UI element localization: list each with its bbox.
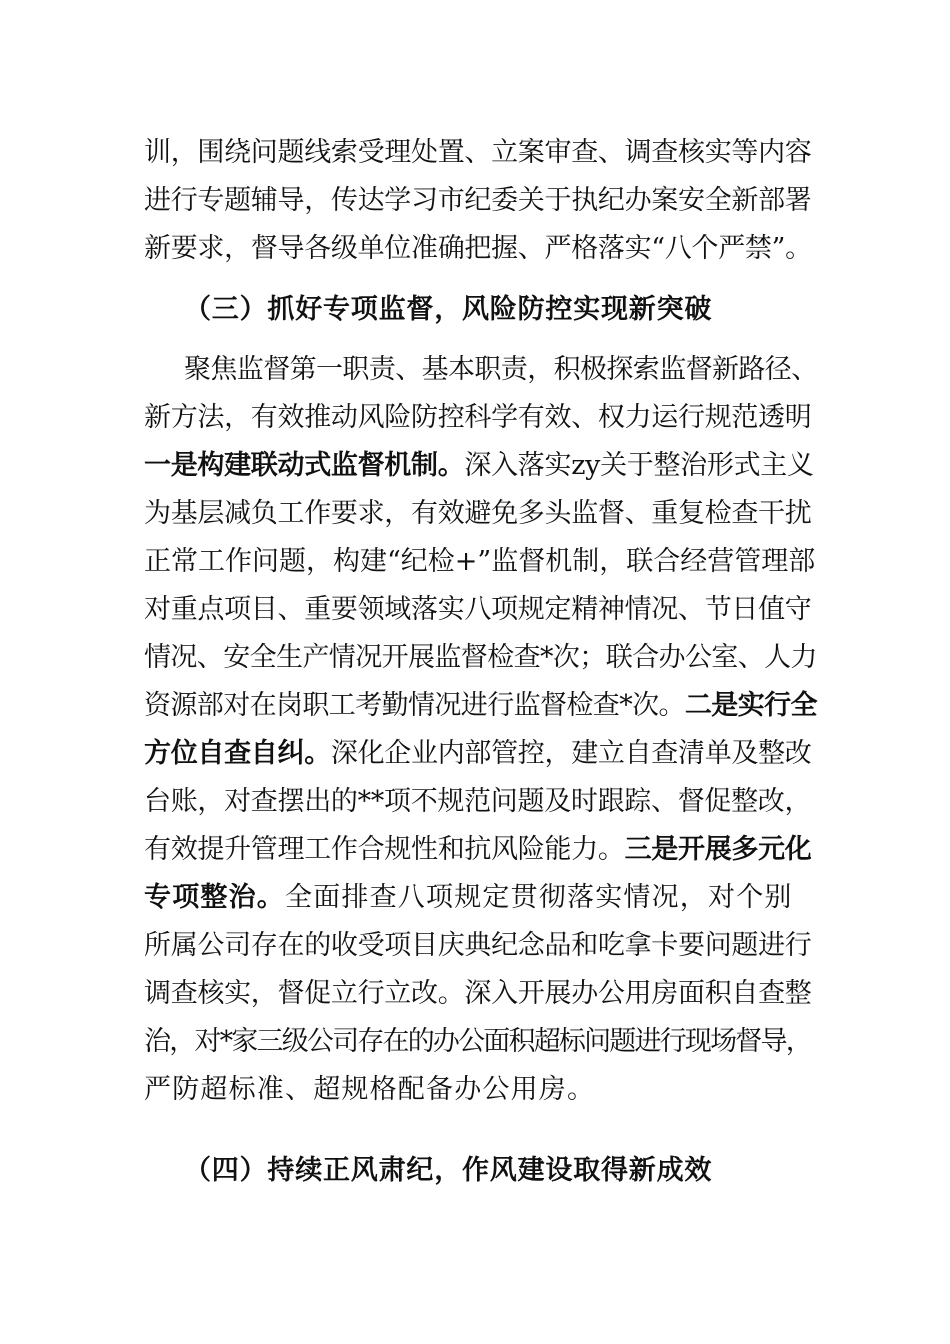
text-segment: 深化企业内部管控，建立自查清单及整改 xyxy=(330,738,812,769)
paragraph-line xyxy=(144,926,812,966)
text-segment: 新要求，督导各级单位准确把握、严格落实“八个严禁”。 xyxy=(144,233,812,264)
text-segment: 所属公司存在的收受项目庆典纪念品和吃拿卡要问题进行 xyxy=(144,930,812,961)
paragraph-line xyxy=(144,133,812,173)
paragraph-line xyxy=(144,1022,811,1062)
text-segment: 全面排查八项规定贯彻落实情况，对个别 xyxy=(285,882,793,913)
paragraph-line xyxy=(144,181,812,221)
text-segment: 调查核实，督促立行立改。深入开展办公用房面积自查整 xyxy=(144,978,812,1009)
bold-lead: 方位自查自纠。 xyxy=(144,738,331,769)
paragraph-line xyxy=(144,446,814,486)
text-segment: 深入落实zy关于整治形式主义 xyxy=(464,450,814,481)
text-segment: 正常工作问题，构建“纪检+”监督机制，联合经营管理部 xyxy=(144,546,816,577)
paragraph-line xyxy=(144,638,817,678)
paragraph-line xyxy=(144,878,793,918)
text-segment: 治，对*家三级公司存在的办公面积超标问题进行现场督导， xyxy=(144,1026,811,1057)
bold-lead: 三是开展多元化 xyxy=(624,834,812,865)
text-segment: 台账，对查摆出的**项不规范问题及时跟踪、督促整改， xyxy=(144,786,812,817)
paragraph-line xyxy=(144,229,812,269)
text-segment: 训，围绕问题线索受理处置、立案审查、调查核实等内容 xyxy=(144,137,812,168)
paragraph-line xyxy=(144,734,812,774)
paragraph-line xyxy=(144,686,817,726)
paragraph-line xyxy=(144,542,815,582)
text-segment: 新方法，有效推动风险防控科学有效、权力运行规范透明 xyxy=(144,402,812,433)
paragraph-line xyxy=(144,494,812,534)
text-segment: 资源部对在岗职工考勤情况进行监督检查*次。 xyxy=(144,690,685,721)
section-heading-4 xyxy=(184,1151,712,1191)
paragraph-line xyxy=(144,782,811,822)
text-segment: 聚焦监督第一职责、基本职责，积极探索监督新路径、 xyxy=(184,354,818,385)
bold-lead: 专项整治。 xyxy=(144,882,285,913)
text-segment: 为基层减负工作要求，有效避免多头监督、重复检查干扰 xyxy=(144,498,812,529)
paragraph-line xyxy=(144,830,812,870)
heading-text: （三）抓好专项监督，风险防控实现新突破 xyxy=(184,294,713,325)
heading-text: （四）持续正风肃纪，作风建设取得新成效 xyxy=(184,1155,713,1186)
paragraph-line xyxy=(184,350,818,390)
text-segment: 严防超标准、超规格配备办公用房。 xyxy=(144,1074,596,1105)
bold-lead: 二是实行全 xyxy=(684,690,817,721)
text-segment: 对重点项目、重要领域落实八项规定精神情况、节日值守 xyxy=(144,594,812,625)
paragraph-line xyxy=(144,974,812,1014)
paragraph-line xyxy=(144,590,812,630)
bold-lead: 一是构建联动式监督机制。 xyxy=(144,450,465,481)
text-segment: 有效提升管理工作合规性和抗风险能力。 xyxy=(144,834,625,865)
text-segment: 进行专题辅导，传达学习市纪委关于执纪办案安全新部署 xyxy=(144,185,812,216)
text-segment: 情况、安全生产情况开展监督检查*次；联合办公室、人力 xyxy=(144,642,817,673)
section-heading-3 xyxy=(184,290,712,330)
paragraph-line xyxy=(144,1070,595,1110)
paragraph-line xyxy=(144,398,812,438)
